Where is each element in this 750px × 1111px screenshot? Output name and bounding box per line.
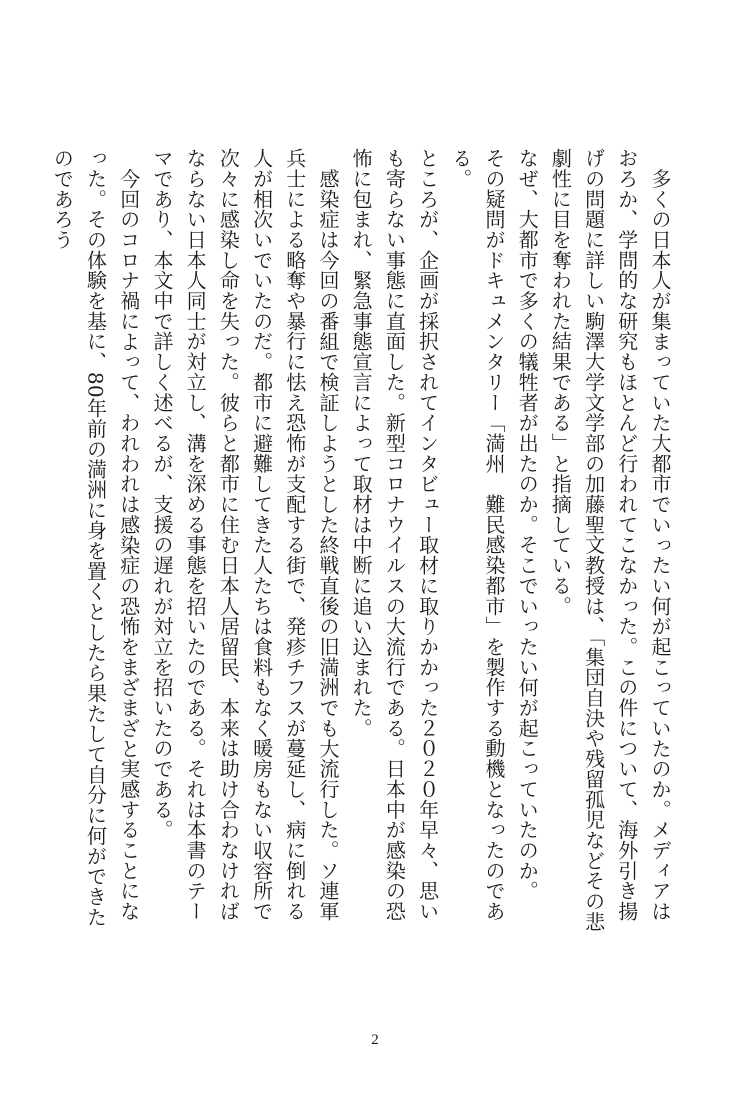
paragraph-5: 感染症は今回の番組で検証しようとした終戦直後の旧満洲でも大流行した。ソ連軍兵士による略奪や暴行に怯え恐怖が支配する街で、発疹チフスが蔓延し、病に倒れる人が相次いでいたのだ。都市に避難してきた人たちは食料もなく暖房もない収容所で次々に感染し命を失った。彼らと都市に住む日本人居留民、本来は助け合わなければならない日本人同士が対立し、溝を深める事態を招いたのである。それは本書のテーマであり、本文中で詳しく述べるが、支援の遅れが対立を招いたのである。 [149,148,340,922]
paragraph-2: なぜ、大都市で多くの犠牲者が出たのか。そこでいったい何が起こっていたのか。 [515,148,540,901]
paragraph-3: その疑問がドキュメンタリー「満州 難民感染都市」を製作する動機となったのである。 [448,148,506,922]
paragraph-6: 今回のコロナ禍によって、われわれは感染症の恐怖をまざまざと実感することになった。その体験を基に、80年前の満洲に身を置くとしたら果たして自分に何ができたのであろう [50,148,141,928]
page-number: 2 [371,1032,379,1048]
body-text [50,148,676,938]
paragraph-1: 多くの日本人が集まっていた大都市でいったい何が起こっていたのか。メディアはおろか、学問的な研究もほとんど行われてこなかった。この件について、海外引き揚げの問題に詳しい駒澤大学文学部の加藤聖文教授は、「集団自決や残留孤児などその悲劇性に目を奪われた結果である」と指摘している。 [548,148,672,932]
paragraph-4: ところが、企画が採択されてインタビュー取材に取りかかった２０２０年早々、思いも寄らない事態に直面した。新型コロナウイルスの大流行である。日本中が感染の恐怖に包まれ、緊急事態宣言によって取材は中断に追い込まれた。 [349,148,440,922]
